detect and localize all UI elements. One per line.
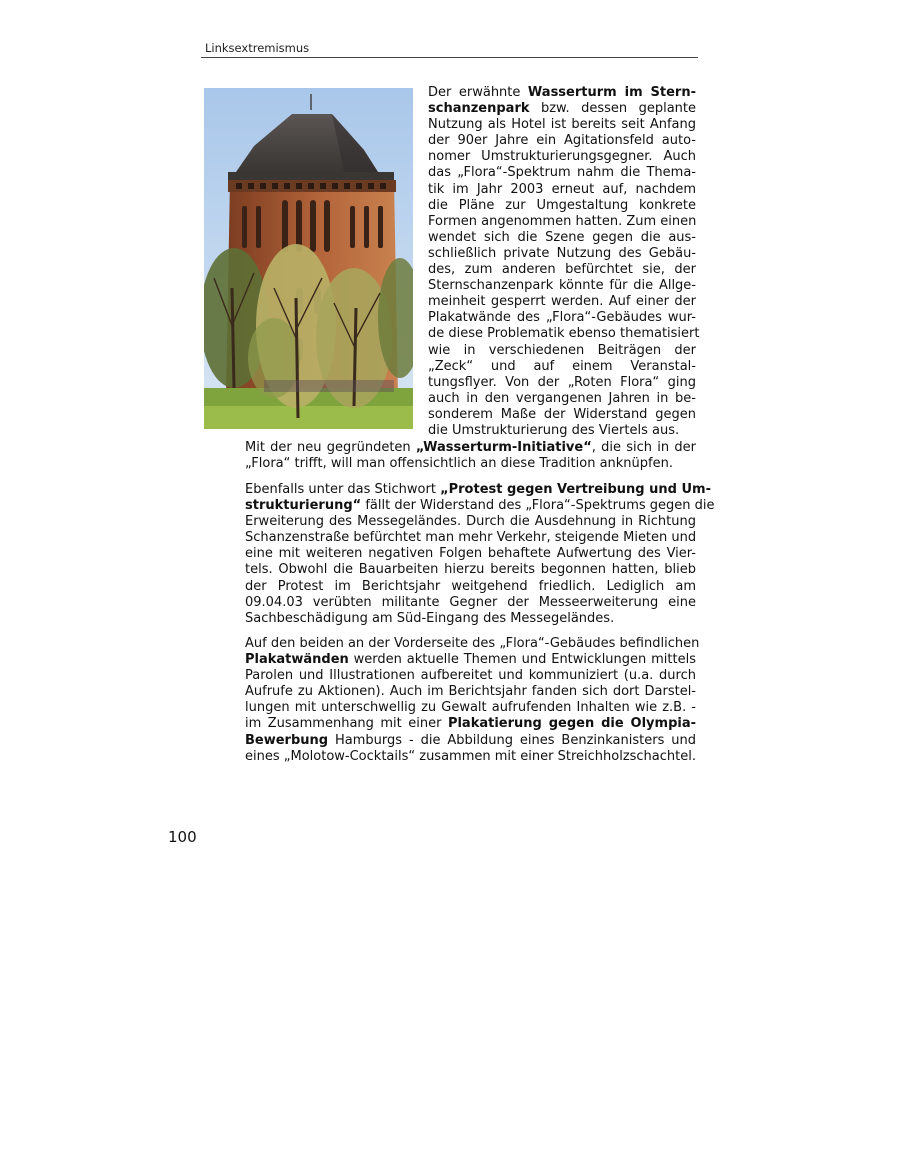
text-line bbox=[428, 294, 696, 310]
text-run: eine mit weiteren negativen Folgen behaftete Aufwertung des Vier- bbox=[245, 546, 696, 562]
text-line bbox=[245, 716, 696, 732]
text-line bbox=[245, 562, 696, 578]
text-run: Nutzung als Hotel ist bereits seit Anfang bbox=[428, 117, 696, 133]
bold-term: Bewerbung bbox=[245, 732, 329, 748]
paragraph-wrap-text bbox=[428, 85, 700, 439]
text-line bbox=[428, 182, 696, 198]
text-line bbox=[245, 579, 696, 595]
text-run: bzw. dessen geplante bbox=[529, 101, 696, 117]
text-run: Aufrufe zu Aktionen). Auch im Berichtsjahr fanden sich dort Darstel- bbox=[245, 684, 696, 700]
text-line bbox=[428, 359, 696, 375]
text-line bbox=[428, 407, 696, 423]
text-run: Formen angenommen hatten. Zum einen bbox=[428, 213, 697, 229]
bold-term: Plakatwänden bbox=[245, 652, 349, 668]
bold-term: schanzenpark bbox=[428, 101, 530, 117]
text-line bbox=[428, 214, 696, 230]
text-run: Hamburgs - die Abbildung eines Benzinkanisters und bbox=[328, 732, 696, 748]
text-run: werden aktuelle Themen und Entwicklungen mittels bbox=[348, 652, 696, 668]
paragraph-posters bbox=[245, 636, 700, 765]
text-line bbox=[245, 456, 696, 472]
text-run: „Flora“ trifft, will man offensichtlich an diese Tradition anknüpfen. bbox=[245, 456, 673, 472]
header-rule bbox=[201, 57, 698, 58]
text-run: die Umstrukturierung des Viertels aus. bbox=[428, 422, 680, 438]
text-line bbox=[245, 498, 715, 514]
text-run: Auf den beiden an der Vorderseite des „Flora“-Gebäudes befindlichen bbox=[245, 636, 700, 651]
text-line bbox=[428, 326, 700, 342]
text-run: Schanzenstraße befürchtet man mehr Verkehr, steigende Mieten und bbox=[245, 530, 697, 546]
running-header: Linksextremismus bbox=[205, 41, 310, 55]
text-line bbox=[428, 149, 696, 165]
text-line bbox=[245, 595, 696, 611]
paragraph-protest bbox=[245, 482, 715, 627]
text-line bbox=[245, 546, 696, 562]
text-line bbox=[428, 85, 696, 101]
text-line bbox=[428, 198, 696, 214]
text-run: Der erwähnte bbox=[428, 85, 528, 100]
text-run: Mit der neu gegründeten bbox=[245, 440, 416, 455]
bold-term: Plakatierung gegen die Olympia- bbox=[447, 716, 696, 732]
text-run: sonderem Maße der Widerstand gegen bbox=[428, 406, 696, 422]
text-line bbox=[428, 230, 696, 246]
text-run: nomer Umstrukturierungsgegner. Auch bbox=[428, 149, 696, 165]
text-run: des, zum anderen befürchtet sie, der bbox=[428, 262, 696, 278]
text-run: der Protest im Berichtsjahr weitgehend friedlich. Lediglich am bbox=[245, 578, 696, 594]
text-run: Parolen und Illustrationen aufbereitet und kommuniziert (u.a. durch bbox=[245, 668, 696, 684]
text-line bbox=[245, 749, 696, 765]
text-line bbox=[245, 652, 696, 668]
paragraph-continuation bbox=[245, 440, 696, 472]
text-run: schließlich private Nutzung des Gebäu- bbox=[428, 245, 696, 261]
text-line bbox=[428, 391, 696, 407]
text-line bbox=[428, 343, 696, 359]
bold-term: strukturierung“ bbox=[245, 498, 362, 514]
text-run: die Pläne zur Umgestaltung konkrete bbox=[428, 197, 696, 213]
text-run: der 90er Jahre ein Agitationsfeld auto- bbox=[428, 133, 696, 149]
text-run: 09.04.03 verübten militante Gegner der Messeerweiterung eine bbox=[245, 594, 696, 610]
text-run: „Zeck“ und auf einem Veranstal- bbox=[428, 358, 696, 374]
text-line bbox=[245, 636, 700, 652]
text-line bbox=[428, 101, 696, 117]
page-number: 100 bbox=[168, 828, 197, 846]
text-run: auch in den vergangenen Jahren in be- bbox=[428, 390, 696, 406]
text-line bbox=[245, 514, 696, 530]
text-line bbox=[428, 165, 696, 181]
bold-term: „Protest gegen Vertreibung und Um- bbox=[440, 482, 711, 497]
text-line bbox=[245, 530, 696, 546]
bold-term: Wasserturm im Stern- bbox=[527, 85, 696, 100]
text-line bbox=[245, 684, 696, 700]
text-run: lungen mit unterschwellig zu Gewalt aufrufenden Inhalten wie z.B. - bbox=[245, 700, 696, 716]
text-run: tungsflyer. Von der „Roten Flora“ ging bbox=[428, 374, 696, 390]
bold-term: „Wasserturm-Initiative“ bbox=[415, 440, 592, 455]
text-line bbox=[428, 262, 696, 278]
text-line bbox=[428, 423, 696, 439]
text-run: eines „Molotow-Cocktails“ zusammen mit einer Streichholzschachtel. bbox=[245, 748, 696, 764]
text-run: tik im Jahr 2003 erneut auf, nachdem bbox=[428, 181, 696, 197]
text-run: wendet sich die Szene gegen die aus- bbox=[428, 229, 696, 245]
text-run: , die sich in der bbox=[591, 440, 696, 455]
text-line bbox=[245, 482, 711, 498]
text-line bbox=[428, 278, 696, 294]
text-run: meinheit gesperrt werden. Auf einer der bbox=[428, 294, 696, 310]
text-line bbox=[428, 133, 696, 149]
water-tower-photo bbox=[204, 88, 413, 429]
text-run: Plakatwände des „Flora“-Gebäudes wur- bbox=[428, 310, 696, 326]
text-line bbox=[245, 700, 696, 716]
text-run: Erweiterung des Messegeländes. Durch die Ausdehnung in Richtung bbox=[245, 514, 696, 530]
text-run: Ebenfalls unter das Stichwort bbox=[245, 482, 441, 497]
text-run: tels. Obwohl die Bauarbeiten hierzu bereits begonnen hatten, blieb bbox=[245, 562, 696, 578]
text-run: wie in verschiedenen Beiträgen der bbox=[428, 342, 696, 358]
text-run: Sachbeschädigung am Süd-Eingang des Messegeländes. bbox=[245, 610, 615, 626]
text-line bbox=[245, 668, 696, 684]
text-run: das „Flora“-Spektrum nahm die Thema- bbox=[428, 165, 696, 181]
text-run: de diese Problematik ebenso thematisiert bbox=[428, 326, 700, 342]
text-run: im Zusammenhang mit einer bbox=[245, 716, 448, 732]
text-line bbox=[245, 611, 696, 627]
text-run: Sternschanzenpark könnte für die Allge- bbox=[428, 278, 696, 294]
text-line bbox=[428, 310, 696, 326]
text-line bbox=[245, 733, 696, 749]
text-line bbox=[428, 117, 696, 133]
text-run: fällt der Widerstand des „Flora“-Spektrums gegen die bbox=[361, 498, 715, 514]
text-line bbox=[428, 375, 696, 391]
text-line bbox=[245, 440, 696, 456]
text-line bbox=[428, 246, 696, 262]
